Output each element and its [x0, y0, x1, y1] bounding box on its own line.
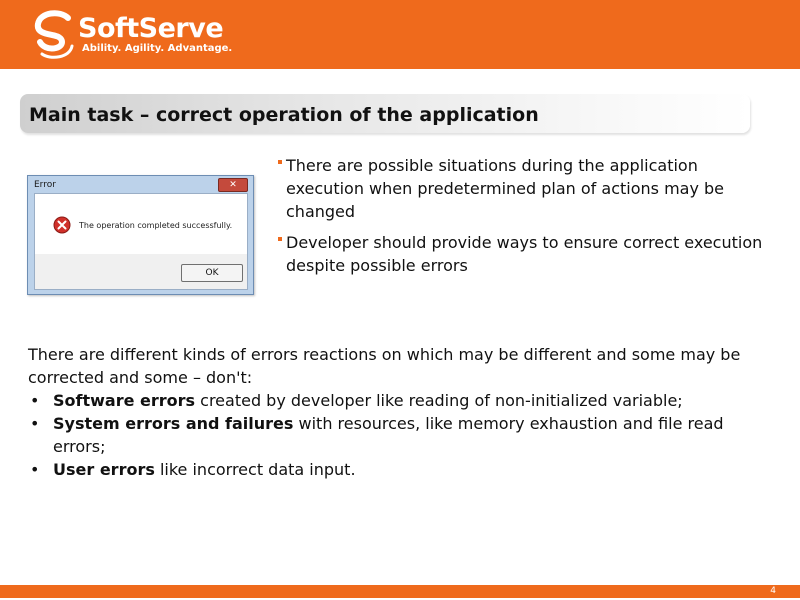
- dialog-message: The operation completed successfully.: [79, 221, 233, 230]
- right-bullet-list: [278, 154, 778, 285]
- right-bullet-item: [278, 231, 778, 277]
- brand-name: SoftServe: [78, 13, 224, 44]
- intro-paragraph: There are different kinds of errors reactions on which may be different and some may be corrected and some – don't:: [28, 345, 741, 387]
- error-kind-description: like incorrect data input.: [154, 460, 356, 479]
- error-kind-item: [28, 389, 778, 412]
- header-bar: [0, 0, 800, 69]
- error-kind-description: with resources, like memory exhaustion and file read errors;: [53, 414, 724, 456]
- error-icon: [53, 216, 71, 234]
- footer-bar: [0, 585, 800, 598]
- square-bullet-icon: [278, 160, 282, 164]
- page-number: 4: [770, 586, 776, 596]
- right-bullet-text: Developer should provide ways to ensure correct execution despite possible errors: [286, 233, 763, 275]
- bullet-dot-icon: •: [30, 460, 40, 479]
- bullet-dot-icon: •: [30, 391, 40, 410]
- square-bullet-icon: [278, 237, 282, 241]
- error-kind-description: created by developer like reading of non-initialized variable;: [195, 391, 683, 410]
- bullet-dot-icon: •: [30, 414, 40, 433]
- dialog-body: [34, 193, 248, 290]
- logo-swirl-icon: [32, 10, 78, 60]
- dialog-ok-button: OK: [181, 264, 243, 282]
- right-bullet-item: [278, 154, 778, 223]
- error-kind-name: Software errors: [53, 391, 196, 410]
- dialog-close-button: ✕: [218, 178, 248, 192]
- error-kind-name: User errors: [53, 460, 155, 479]
- softserve-logo: [32, 10, 252, 62]
- error-kind-item: [28, 458, 778, 481]
- dialog-title: Error: [34, 180, 56, 190]
- error-kind-item: [28, 412, 778, 458]
- slide-title: Main task – correct operation of the application: [29, 104, 539, 126]
- error-kinds-list: [28, 389, 778, 481]
- brand-tagline: Ability. Agility. Advantage.: [82, 43, 233, 54]
- slide-title-bar: [20, 94, 750, 133]
- error-dialog-image: [27, 175, 254, 295]
- error-kind-name: System errors and failures: [53, 414, 294, 433]
- right-bullet-text: There are possible situations during the application execution when predetermined plan of actions may be changed: [286, 156, 725, 221]
